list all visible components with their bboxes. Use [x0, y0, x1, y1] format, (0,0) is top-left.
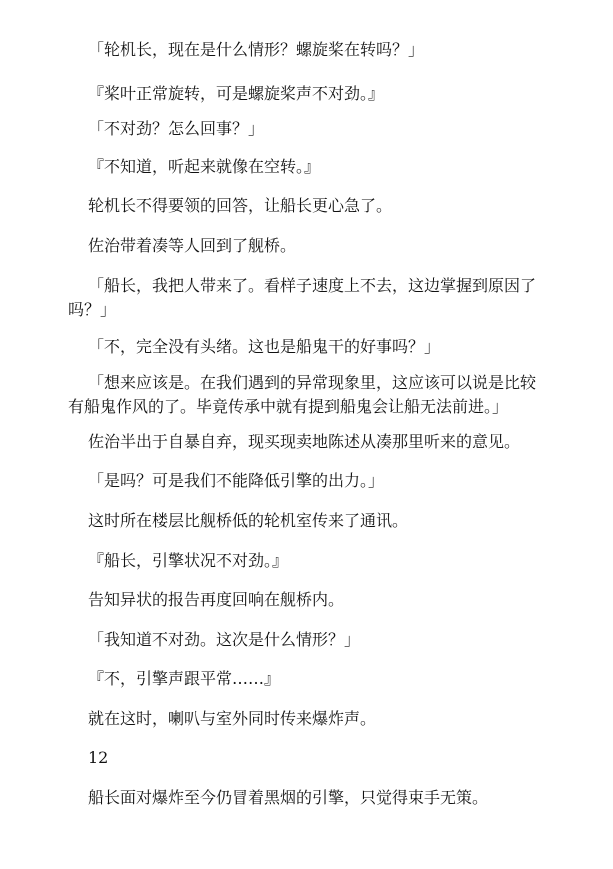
paragraph-12: 这时所在楼层比舰桥低的轮机室传来了通讯。 — [88, 511, 409, 530]
paragraph-chapter-number: 12 — [88, 748, 109, 767]
paragraph-1: 「轮机长，现在是什么情形？螺旋桨在转吗？」 — [88, 40, 425, 59]
paragraph-2: 『桨叶正常旋转，可是螺旋桨声不对劲。』 — [88, 84, 385, 103]
paragraph-15: 「我知道不对劲。这次是什么情形？」 — [88, 630, 361, 649]
paragraph-16: 『不，引擎声跟平常……』 — [88, 669, 281, 688]
paragraph-3: 「不对劲？怎么回事？」 — [88, 119, 265, 138]
paragraph-7: 「船长，我把人带来了。看样子速度上不去，这边掌握到原因了吗？」 — [68, 276, 537, 319]
paragraph-14: 告知异状的报告再度回响在舰桥内。 — [88, 590, 345, 609]
paragraph-11: 「是吗？可是我们不能降低引擎的出力。」 — [88, 471, 385, 490]
paragraph-9: 「想来应该是。在我们遇到的异常现象里，这应该可以说是比较有船鬼作风的了。毕竟传承中就有提到船鬼会让船无法前进。」 — [68, 373, 537, 416]
paragraph-4: 『不知道，听起来就像在空转。』 — [88, 157, 321, 176]
paragraph-13: 『船长，引擎状况不对劲。』 — [88, 551, 289, 570]
paragraph-6: 佐治带着凑等人回到了舰桥。 — [88, 236, 297, 255]
paragraph-18: 船长面对爆炸至今仍冒着黑烟的引擎，只觉得束手无策。 — [88, 788, 489, 807]
paragraph-10: 佐治半出于自暴自弃，现买现卖地陈述从凑那里听来的意见。 — [88, 432, 521, 451]
paragraph-8: 「不，完全没有头绪。这也是船鬼干的好事吗？」 — [88, 337, 441, 356]
paragraph-5: 轮机长不得要领的回答，让船长更心急了。 — [88, 196, 393, 215]
paragraph-17: 就在这时，喇叭与室外同时传来爆炸声。 — [88, 709, 377, 728]
